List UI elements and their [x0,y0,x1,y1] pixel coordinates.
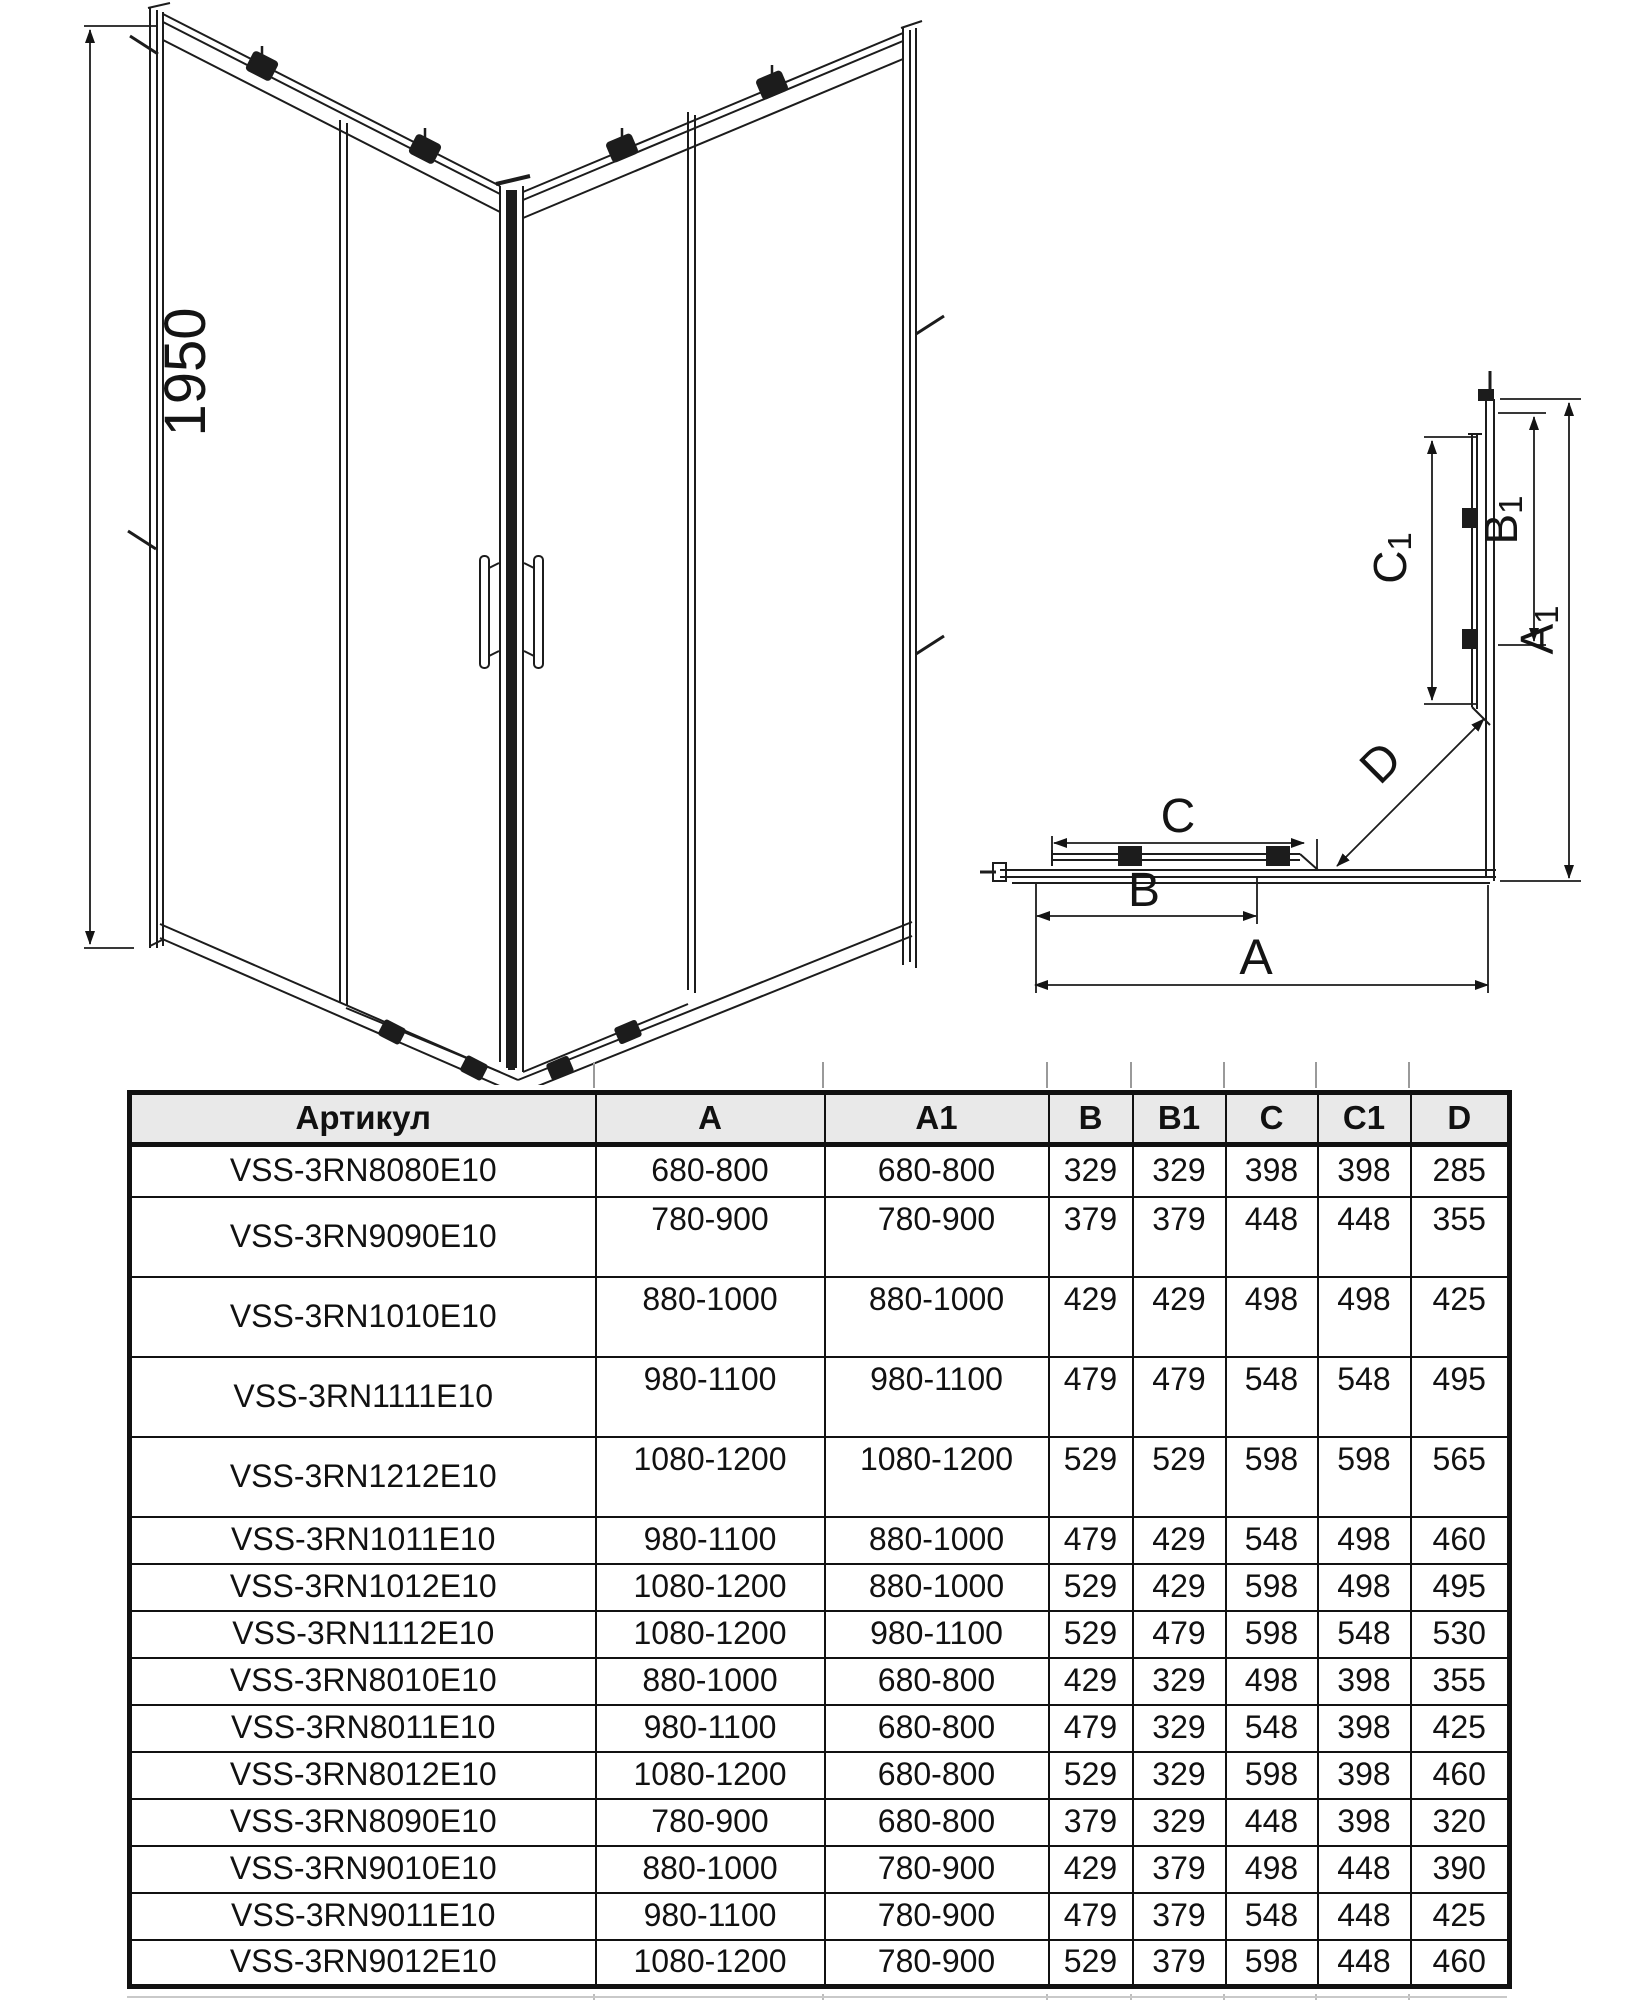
dim-cell: 498 [1226,1658,1318,1705]
roller-icon [1266,846,1290,866]
col-header-article: Артикул [130,1093,596,1145]
dim-cell: 479 [1049,1517,1133,1564]
dim-cell: 425 [1411,1893,1510,1940]
dim-cell: 379 [1133,1893,1226,1940]
dim-cell: 1080-1200 [596,1437,825,1517]
roller-icon [1462,629,1477,649]
table-row [130,1846,1510,1893]
dim-cell: 780-900 [825,1940,1049,1987]
dim-cell: 379 [1133,1846,1226,1893]
dim-cell: 880-1000 [825,1564,1049,1611]
col-header-a: A [596,1093,825,1145]
dim-cell: 530 [1411,1611,1510,1658]
dim-cell: 980-1100 [596,1705,825,1752]
dim-cell: 1080-1200 [596,1564,825,1611]
article-cell: VSS-3RN9011E10 [130,1893,596,1940]
dim-cell: 320 [1411,1799,1510,1846]
dimensions-table [127,1090,1512,1989]
article-cell: VSS-3RN8080E10 [130,1145,596,1197]
dim-cell: 598 [1226,1437,1318,1517]
dim-cell: 479 [1049,1893,1133,1940]
table-row [130,1197,1510,1277]
dim-cell: 398 [1226,1145,1318,1197]
dim-label-a1: A1 [1511,605,1565,655]
dim-label-b1: B1 [1475,495,1529,545]
roller-icon [246,51,278,81]
dim-cell: 780-900 [825,1846,1049,1893]
dim-cell: 1080-1200 [825,1437,1049,1517]
dim-cell: 680-800 [596,1145,825,1197]
roller-icon [756,71,788,100]
dim-cell: 479 [1049,1357,1133,1437]
dim-cell: 498 [1226,1277,1318,1357]
dim-cell: 448 [1226,1197,1318,1277]
dim-cell: 355 [1411,1658,1510,1705]
dim-cell: 448 [1226,1799,1318,1846]
dim-cell: 429 [1133,1277,1226,1357]
dim-cell: 980-1100 [596,1357,825,1437]
dim-cell: 425 [1411,1277,1510,1357]
dim-cell: 379 [1049,1197,1133,1277]
dim-cell: 429 [1049,1846,1133,1893]
dim-cell: 460 [1411,1517,1510,1564]
dim-cell: 1080-1200 [596,1940,825,1987]
table-row [130,1705,1510,1752]
dim-cell: 390 [1411,1846,1510,1893]
right-wall-frame [901,21,944,968]
dim-cell: 479 [1133,1611,1226,1658]
dim-cell: 780-900 [825,1197,1049,1277]
dim-label-d: D [1350,732,1413,795]
dim-cell: 460 [1411,1752,1510,1799]
height-dimension-label: 1950 [153,307,218,437]
article-cell: VSS-3RN1212E10 [130,1437,596,1517]
dim-cell: 680-800 [825,1145,1049,1197]
col-header-c: C [1226,1093,1318,1145]
wall-bracket-icon [916,636,944,654]
dim-cell: 498 [1318,1517,1411,1564]
dim-cell: 548 [1318,1611,1411,1658]
dim-cell: 398 [1318,1145,1411,1197]
article-cell: VSS-3RN8090E10 [130,1799,596,1846]
dim-cell: 880-1000 [596,1846,825,1893]
dim-cell: 529 [1049,1564,1133,1611]
table-row [130,1277,1510,1357]
corner-post [496,176,530,1072]
roller-icon [1118,846,1142,866]
dim-cell: 598 [1226,1752,1318,1799]
col-header-a1: A1 [825,1093,1049,1145]
dim-cell: 429 [1133,1517,1226,1564]
dim-line-d [1337,719,1484,866]
table-row [130,1357,1510,1437]
table-row [130,1437,1510,1517]
dim-cell: 329 [1133,1658,1226,1705]
dim-label-a: A [1239,929,1273,985]
dim-label-c1: C1 [1364,532,1418,584]
dim-cell: 379 [1049,1799,1133,1846]
dim-cell: 379 [1133,1940,1226,1987]
article-cell: VSS-3RN8010E10 [130,1658,596,1705]
dim-cell: 880-1000 [596,1277,825,1357]
dim-cell: 529 [1049,1611,1133,1658]
dim-cell: 398 [1318,1658,1411,1705]
article-cell: VSS-3RN8011E10 [130,1705,596,1752]
dim-cell: 548 [1226,1705,1318,1752]
dim-cell: 398 [1318,1799,1411,1846]
left-top-rail [163,14,500,212]
dim-cell: 425 [1411,1705,1510,1752]
dim-cell: 565 [1411,1437,1510,1517]
article-cell: VSS-3RN8012E10 [130,1752,596,1799]
dim-cell: 329 [1133,1799,1226,1846]
dim-cell: 529 [1049,1437,1133,1517]
dim-cell: 1080-1200 [596,1752,825,1799]
dim-cell: 329 [1133,1145,1226,1197]
dim-cell: 495 [1411,1357,1510,1437]
article-cell: VSS-3RN9090E10 [130,1197,596,1277]
article-cell: VSS-3RN1011E10 [130,1517,596,1564]
col-header-b1: B1 [1133,1093,1226,1145]
isometric-view [84,3,944,1085]
dim-cell: 548 [1226,1893,1318,1940]
article-cell: VSS-3RN9012E10 [130,1940,596,1987]
door-guide-icon [461,1056,488,1080]
dim-cell: 680-800 [825,1752,1049,1799]
dim-cell: 495 [1411,1564,1510,1611]
dim-cell: 429 [1049,1658,1133,1705]
door-handle-icon [534,556,543,668]
dim-cell: 529 [1133,1437,1226,1517]
left-wall-frame [128,3,170,948]
dim-cell: 285 [1411,1145,1510,1197]
dim-cell: 780-900 [825,1893,1049,1940]
dim-cell: 980-1100 [825,1611,1049,1658]
table-row [130,1752,1510,1799]
dim-cell: 680-800 [825,1705,1049,1752]
dim-cell: 548 [1318,1357,1411,1437]
article-cell: VSS-3RN1112E10 [130,1611,596,1658]
col-header-d: D [1411,1093,1510,1145]
dim-cell: 448 [1318,1893,1411,1940]
table-row [130,1145,1510,1197]
dim-cell: 598 [1318,1437,1411,1517]
wall-bracket-icon [916,316,944,334]
table-row [130,1799,1510,1846]
wall-bracket-icon [130,36,158,54]
wall-bracket-icon [128,531,156,549]
col-header-c1: C1 [1318,1093,1411,1145]
dim-cell: 329 [1133,1705,1226,1752]
right-top-rail [523,33,903,218]
col-header-b: B [1049,1093,1133,1145]
bottom-rails [150,922,912,1085]
dim-cell: 980-1100 [596,1893,825,1940]
door-guide-icon [615,1020,642,1043]
dim-cell: 880-1000 [825,1277,1049,1357]
plan-bottom-wall [980,846,1496,883]
dim-cell: 398 [1318,1705,1411,1752]
dim-cell: 448 [1318,1197,1411,1277]
dim-cell: 448 [1318,1846,1411,1893]
dim-cell: 598 [1226,1940,1318,1987]
dim-cell: 479 [1133,1357,1226,1437]
dim-cell: 379 [1133,1197,1226,1277]
article-cell: VSS-3RN1012E10 [130,1564,596,1611]
dim-cell: 780-900 [596,1197,825,1277]
dim-cell: 980-1100 [596,1517,825,1564]
dim-cell: 680-800 [825,1799,1049,1846]
dim-cell: 448 [1318,1940,1411,1987]
top-view [980,371,1581,993]
dim-cell: 780-900 [596,1799,825,1846]
dim-cell: 598 [1226,1564,1318,1611]
article-cell: VSS-3RN9010E10 [130,1846,596,1893]
dim-cell: 429 [1133,1564,1226,1611]
table-row [130,1611,1510,1658]
table-row [130,1517,1510,1564]
door-handle-icon [480,556,489,668]
roller-icon [606,134,638,163]
dim-cell: 498 [1318,1564,1411,1611]
dim-cell: 329 [1049,1145,1133,1197]
dim-label-b: B [1127,864,1161,917]
dim-cell: 880-1000 [825,1517,1049,1564]
table-row [130,1564,1510,1611]
dim-cell: 498 [1226,1846,1318,1893]
dim-cell: 329 [1133,1752,1226,1799]
dim-cell: 880-1000 [596,1658,825,1705]
dim-cell: 429 [1049,1277,1133,1357]
plan-right-wall [1462,371,1494,881]
dim-cell: 980-1100 [825,1357,1049,1437]
dim-cell: 460 [1411,1940,1510,1987]
dim-cell: 548 [1226,1517,1318,1564]
dim-cell: 529 [1049,1940,1133,1987]
dim-cell: 529 [1049,1752,1133,1799]
table-row [130,1940,1510,1987]
article-cell: VSS-3RN1111E10 [130,1357,596,1437]
dim-cell: 598 [1226,1611,1318,1658]
roller-icon [409,134,441,164]
dim-cell: 498 [1318,1277,1411,1357]
dim-cell: 479 [1049,1705,1133,1752]
table-row [130,1658,1510,1705]
dim-cell: 398 [1318,1752,1411,1799]
table-row [130,1893,1510,1940]
dim-cell: 1080-1200 [596,1611,825,1658]
dim-cell: 355 [1411,1197,1510,1277]
article-cell: VSS-3RN1010E10 [130,1277,596,1357]
table-header-row [130,1093,1510,1145]
dim-cell: 680-800 [825,1658,1049,1705]
dim-cell: 548 [1226,1357,1318,1437]
dim-label-c: C [1160,790,1196,843]
